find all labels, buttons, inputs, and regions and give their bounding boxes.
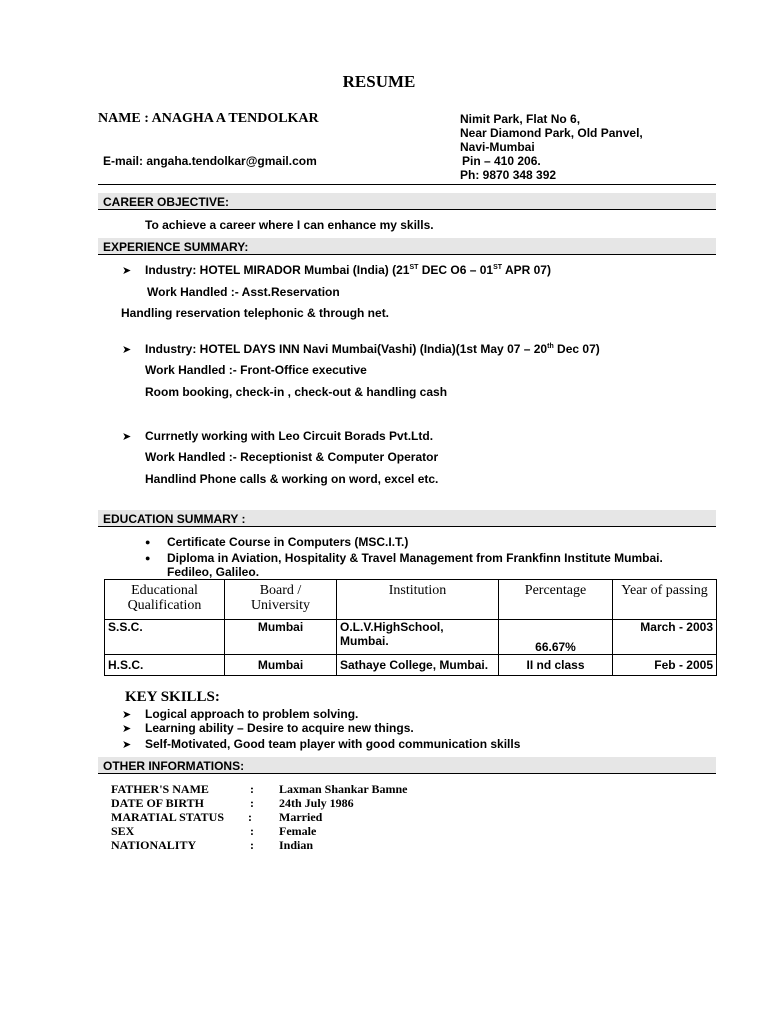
info-label: DATE OF BIRTH: [111, 796, 204, 810]
bullet-dot-icon: ●: [145, 537, 151, 547]
experience-1-work: Work Handled :- Asst.Reservation: [147, 285, 340, 299]
skill-item: Logical approach to problem solving.: [145, 707, 359, 721]
education-bullet-continued: Fedileo, Galileo.: [167, 565, 260, 579]
page-title: RESUME: [342, 72, 416, 91]
info-separator: :: [250, 796, 254, 810]
info-value: 24th July 1986: [279, 796, 354, 810]
section-education-summary: EDUCATION SUMMARY :: [98, 510, 716, 527]
cell-institution: O.L.V.HighSchool, Mumbai.: [337, 620, 499, 655]
arrow-bullet-icon: ➤: [122, 431, 132, 443]
info-value: Indian: [279, 838, 314, 852]
cell-year: March - 2003: [613, 620, 717, 655]
experience-3-desc: Handlind Phone calls & working on word, excel etc.: [145, 472, 439, 486]
cell-board: Mumbai: [225, 655, 337, 676]
table-row: [105, 655, 717, 676]
section-other-informations: OTHER INFORMATIONS:: [98, 757, 716, 774]
cell-qualification: S.S.C.: [105, 620, 225, 655]
address-block: [460, 112, 643, 182]
education-bullet: Diploma in Aviation, Hospitality & Travel Management from Frankfinn Institute Mumbai.: [167, 551, 663, 565]
column-header-institution: Institution: [337, 580, 499, 620]
cell-board: Mumbai: [225, 620, 337, 655]
column-header-board: Board / University: [225, 580, 337, 620]
info-separator: :: [248, 810, 252, 824]
experience-2-work: Work Handled :- Front-Office executive: [145, 363, 367, 377]
header-divider: [98, 184, 716, 185]
cell-percentage: II nd class: [499, 655, 613, 676]
education-bullet: Certificate Course in Computers (MSC.I.T.): [167, 535, 409, 549]
info-value: Married: [279, 810, 323, 824]
experience-3-current: Currnetly working with Leo Circuit Borads Pvt.Ltd.: [145, 429, 434, 443]
experience-2-industry: Industry: HOTEL DAYS INN Navi Mumbai(Vashi) (India)(1st May 07 – 20th Dec 07): [145, 342, 600, 356]
skill-item: Learning ability – Desire to acquire new things.: [145, 721, 414, 735]
cell-percentage: 66.67%: [499, 620, 613, 655]
info-label: NATIONALITY: [111, 838, 197, 852]
section-experience-summary: EXPERIENCE SUMMARY:: [98, 238, 716, 255]
email-line: E-mail: angaha.tendolkar@gmail.com: [103, 154, 317, 168]
address-line: Navi-Mumbai: [460, 140, 535, 154]
table-row: [105, 620, 717, 655]
arrow-bullet-icon: ➤: [122, 723, 132, 735]
education-table: [104, 579, 717, 676]
experience-1-industry: Industry: HOTEL MIRADOR Mumbai (India) (21ST DEC O6 – 01ST APR 07): [145, 263, 551, 277]
column-header-qualification: Educational Qualification: [105, 580, 225, 620]
info-separator: :: [250, 838, 254, 852]
info-value: Female: [279, 824, 317, 838]
info-label: FATHER'S NAME: [111, 782, 209, 796]
column-header-percentage: Percentage: [499, 580, 613, 620]
address-pin: Pin – 410 206.: [462, 154, 541, 168]
address-line: Nimit Park, Flat No 6,: [460, 112, 581, 126]
arrow-bullet-icon: ➤: [122, 739, 132, 751]
skill-item: Self-Motivated, Good team player with good communication skills: [145, 737, 521, 751]
cell-qualification: H.S.C.: [105, 655, 225, 676]
career-objective-text: To achieve a career where I can enhance my skills.: [145, 218, 434, 232]
address-phone: Ph: 9870 348 392: [460, 168, 557, 182]
arrow-bullet-icon: ➤: [122, 265, 132, 277]
column-header-year: Year of passing: [613, 580, 717, 620]
info-separator: :: [250, 782, 254, 796]
info-label: MARATIAL STATUS: [111, 810, 225, 824]
section-key-skills: KEY SKILLS:: [125, 689, 220, 705]
section-career-objective: CAREER OBJECTIVE:: [98, 193, 716, 210]
info-value: Laxman Shankar Bamne: [279, 782, 408, 796]
experience-3-work: Work Handled :- Receptionist & Computer Operator: [145, 450, 439, 464]
candidate-name: NAME : ANAGHA A TENDOLKAR: [98, 111, 319, 126]
info-separator: :: [250, 824, 254, 838]
info-label: SEX: [111, 824, 135, 838]
bullet-dot-icon: ●: [145, 553, 151, 563]
arrow-bullet-icon: ➤: [122, 709, 132, 721]
experience-2-desc: Room booking, check-in , check-out & handling cash: [145, 385, 448, 399]
arrow-bullet-icon: ➤: [122, 344, 132, 356]
address-line: Near Diamond Park, Old Panvel,: [460, 126, 643, 140]
cell-year: Feb - 2005: [613, 655, 717, 676]
experience-1-desc: Handling reservation telephonic & through net.: [121, 306, 390, 320]
table-header-row: [105, 580, 717, 620]
cell-institution: Sathaye College, Mumbai.: [337, 655, 499, 676]
